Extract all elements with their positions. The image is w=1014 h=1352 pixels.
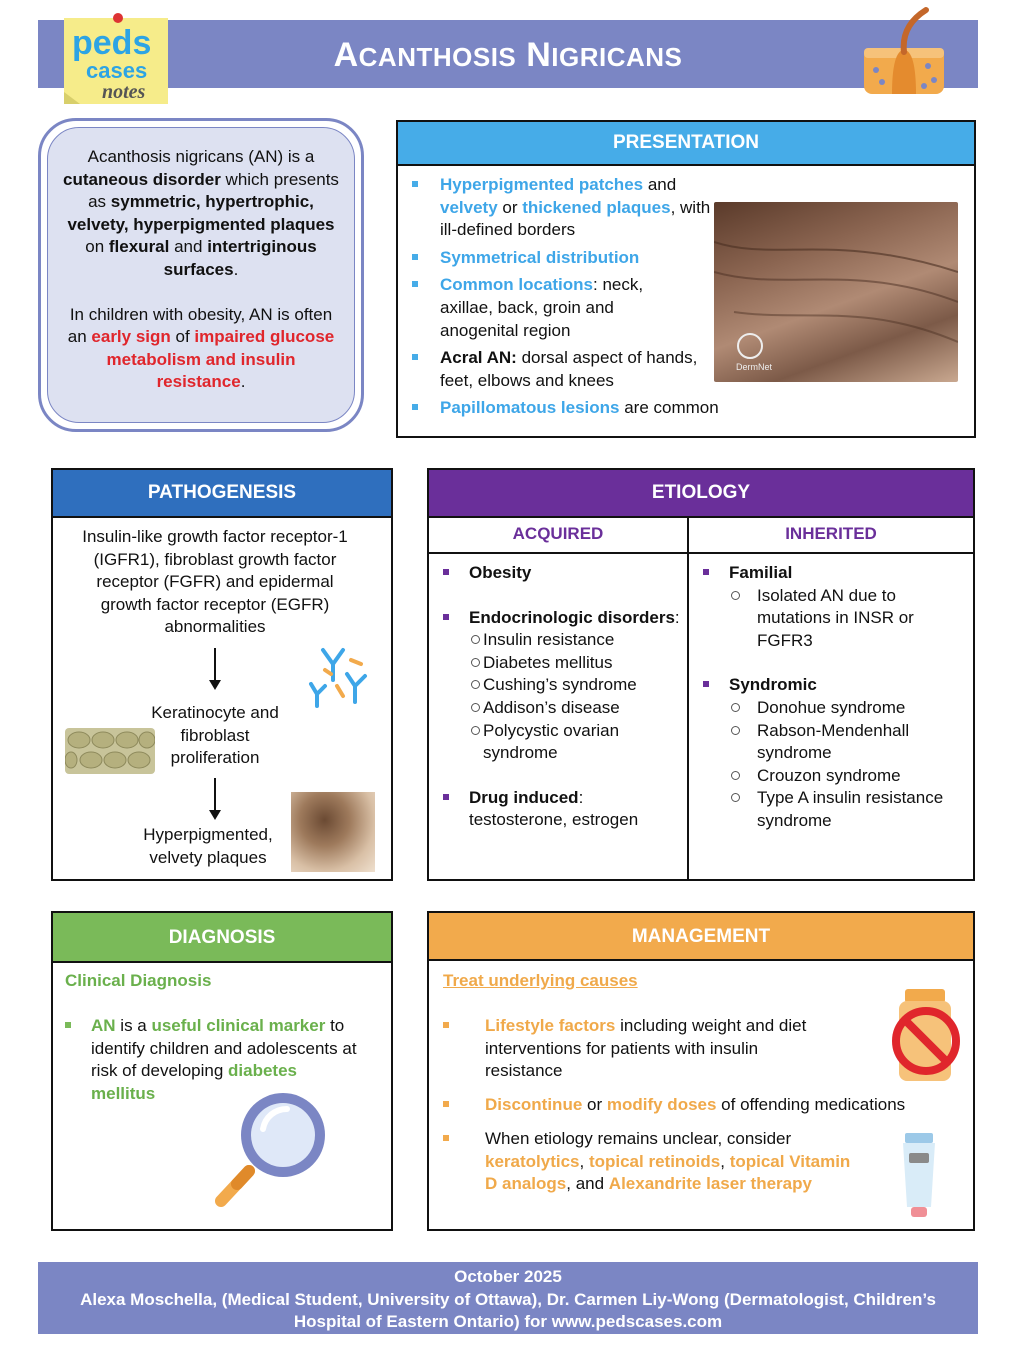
- list-item: Syndromic: [703, 674, 969, 697]
- list-item: Endocrinologic disorders:: [443, 607, 683, 630]
- skin-plaque-photo: [291, 792, 375, 872]
- etiology-header: ETIOLOGY: [429, 470, 973, 518]
- presentation-header: PRESENTATION: [398, 122, 974, 166]
- list-item: Donohue syndrome: [703, 697, 969, 720]
- list-item: Discontinue or modify doses of offending medications: [443, 1094, 973, 1117]
- no-medication-icon: [889, 987, 963, 1083]
- list-item: Type A insulin resistance syndrome: [703, 787, 969, 832]
- list-item: Symmetrical distribution: [412, 247, 720, 270]
- footer-date: October 2025: [454, 1267, 562, 1286]
- photo-watermark: DermNet: [736, 362, 773, 372]
- management-subheader: Treat underlying causes: [443, 971, 638, 990]
- intro-box: [38, 118, 364, 432]
- presentation-list: [412, 174, 962, 425]
- intro-paragraph-1: Acanthosis nigricans (AN) is a cutaneous disorder which presents as symmetric, hypertrophic, velvety, hyperpigmented plaques on flexural and intertriginous surfaces.: [63, 147, 339, 279]
- pathogenesis-step-1: Insulin-like growth factor receptor-1 (IGFR1), fibroblast growth factor receptor (FGFR) and epidermal growth factor receptor (EGFR) abnormalities: [82, 527, 348, 637]
- management-box: [427, 911, 975, 1231]
- skin-hair-icon: [862, 6, 946, 96]
- intro-paragraph-2: In children with obesity, AN is often an early sign of impaired glucose metabolism and insulin resistance.: [67, 304, 335, 392]
- list-item: Rabson-Mendenhall syndrome: [703, 720, 969, 765]
- arrow-down-icon: [214, 778, 216, 818]
- title-bar: [38, 20, 978, 88]
- diagnosis-subheader: Clinical Diagnosis: [65, 971, 212, 990]
- list-item: Acral AN: dorsal aspect of hands, feet, elbows and knees: [412, 347, 700, 392]
- management-header: MANAGEMENT: [429, 913, 973, 961]
- list-item: Papillomatous lesions are common: [412, 397, 962, 420]
- pathogenesis-step-3: Hyperpigmented, velvety plaques: [143, 825, 273, 867]
- diagnosis-box: [51, 911, 393, 1231]
- list-item: Obesity: [443, 562, 683, 585]
- presentation-box: [396, 120, 976, 438]
- list-item: Diabetes mellitus: [429, 652, 683, 675]
- list-item: Lifestyle factors including weight and diet interventions for patients with insulin resistance: [443, 1015, 823, 1083]
- logo-cases: cases: [86, 58, 148, 83]
- list-item: AN is a useful clinical marker to identify children and adolescents at risk of developing diabetes mellitus: [65, 1015, 365, 1105]
- list-item: Addison’s disease: [429, 697, 683, 720]
- list-item: Common locations: neck, axillae, back, groin and anogenital region: [412, 274, 680, 342]
- pathogenesis-step-2: Keratinocyte and fibroblast proliferation: [151, 703, 279, 768]
- diagnosis-header: DIAGNOSIS: [53, 913, 391, 963]
- magnifier-icon: [207, 1083, 337, 1213]
- logo-notes: notes: [102, 81, 146, 103]
- list-item: Crouzon syndrome: [703, 765, 969, 788]
- list-item: Insulin resistance: [429, 629, 683, 652]
- list-item: Hyperpigmented patches and velvety or thickened plaques, with ill-defined borders: [412, 174, 720, 242]
- antibody-icon: [303, 640, 375, 710]
- list-item: Familial: [703, 562, 969, 585]
- cream-tube-icon: [899, 1131, 939, 1219]
- footer-credits: Alexa Moschella, (Medical Student, University of Ottawa), Dr. Carmen Liy-Wong (Dermatologist, Children’s Hospital of Eastern Ontario) for www.pedscases.com: [80, 1289, 936, 1332]
- etiology-box: [427, 468, 975, 881]
- list-item: Drug induced:: [443, 787, 683, 810]
- pathogenesis-header: PATHOGENESIS: [53, 470, 391, 518]
- list-item: Polycystic ovarian syndrome: [429, 720, 683, 765]
- logo-peds: peds: [72, 24, 152, 62]
- list-item: When etiology remains unclear, consider keratolytics, topical retinoids, topical Vitamin D analogs, and Alexandrite laser therapy: [443, 1128, 853, 1196]
- pedscases-logo: [60, 12, 172, 106]
- arrow-down-icon: [214, 648, 216, 688]
- drug-examples: testosterone, estrogen: [469, 810, 639, 830]
- pathogenesis-box: [51, 468, 393, 881]
- inherited-label: INHERITED: [785, 524, 877, 543]
- footer: [38, 1262, 978, 1334]
- acquired-list: [443, 562, 683, 832]
- list-item: Cushing’s syndrome: [429, 674, 683, 697]
- page-title: ACANTHOSIS NIGRICANS: [333, 36, 683, 74]
- list-item: Isolated AN due to mutations in INSR or FGFR3: [703, 585, 969, 653]
- inherited-list: [703, 562, 969, 833]
- acquired-label: ACQUIRED: [512, 524, 604, 543]
